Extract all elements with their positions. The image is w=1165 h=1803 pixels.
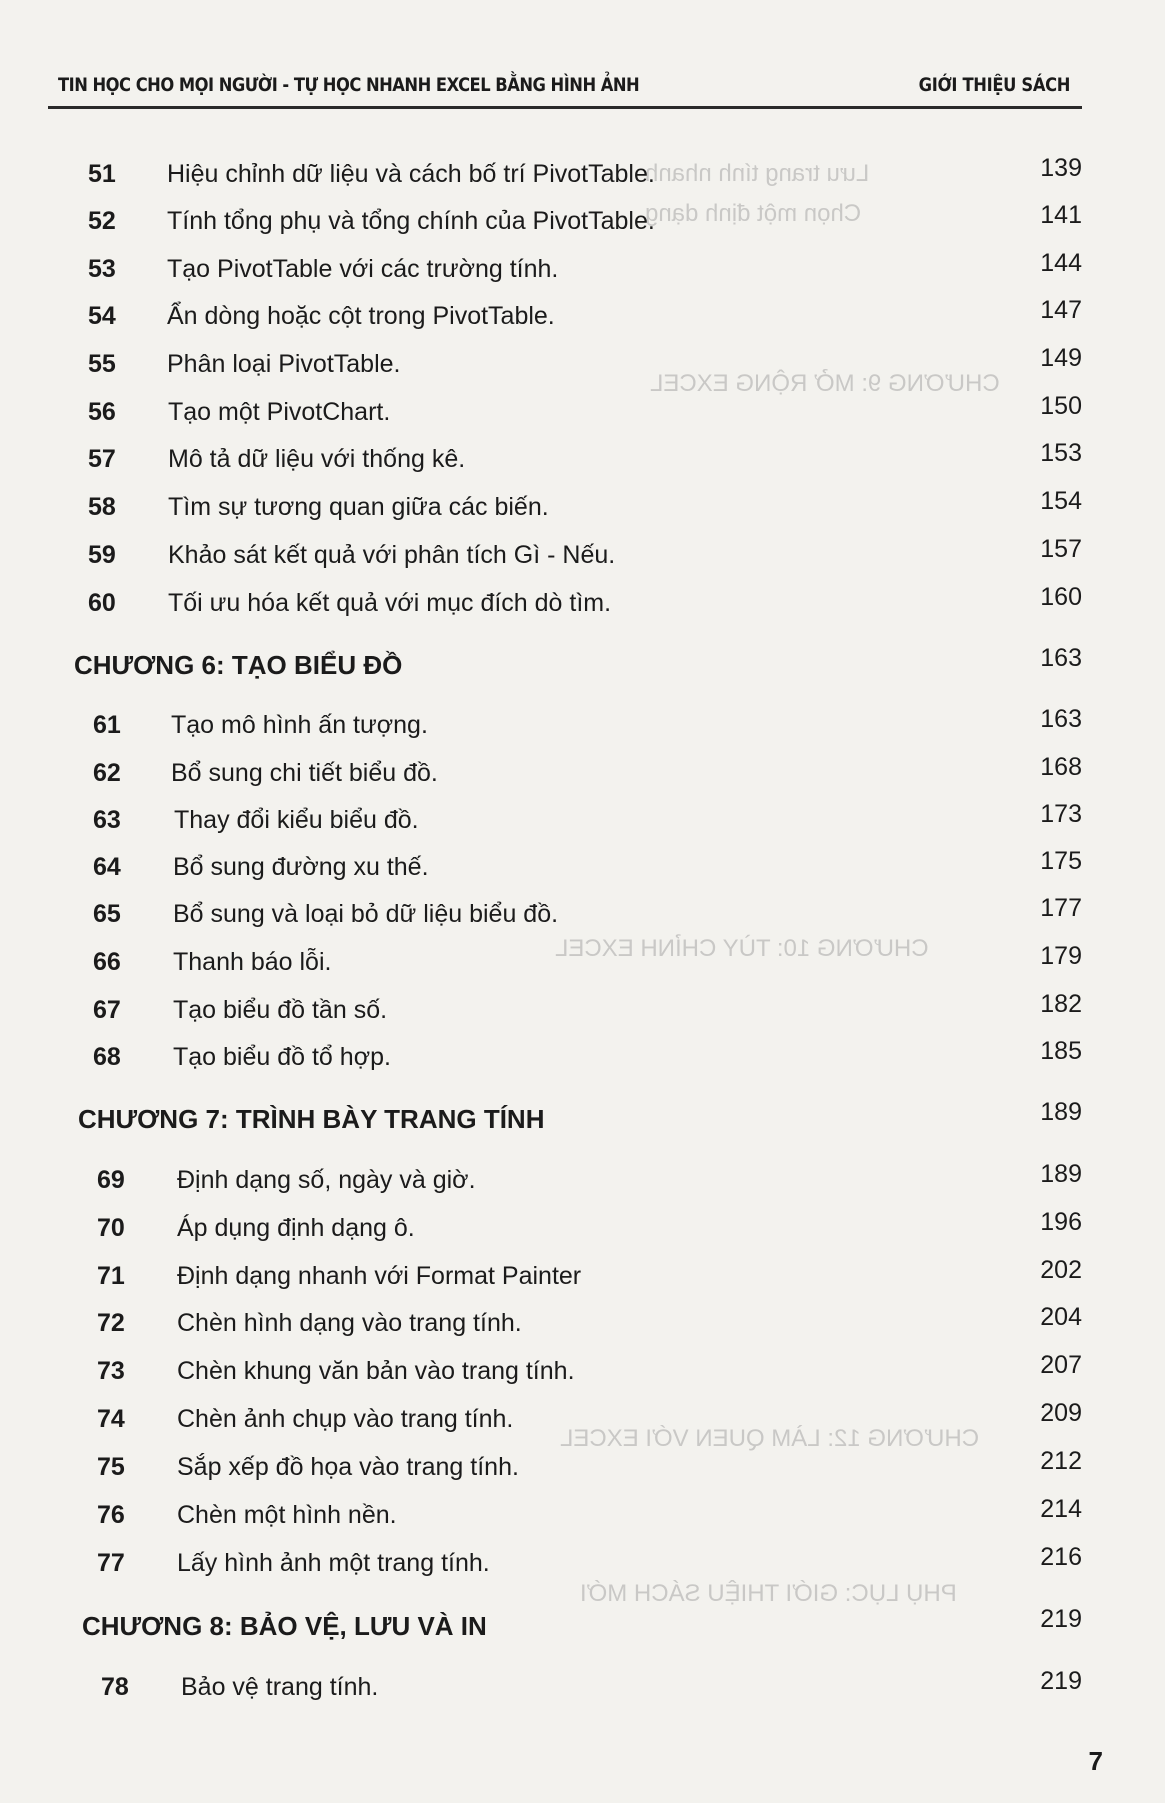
entry-title: Thay đổi kiểu biểu đồ. xyxy=(174,806,419,834)
entry-number: 73 xyxy=(97,1357,125,1385)
entry-title: Tạo PivotTable với các trường tính. xyxy=(167,255,559,283)
entry-page: 219 xyxy=(1040,1667,1082,1695)
entry-page: 212 xyxy=(1040,1447,1082,1475)
bleed-text: CHƯƠNG 12: LÀM QUEN VỚI EXCEL xyxy=(560,1425,980,1452)
toc-entry-63[interactable] xyxy=(93,800,1088,842)
entry-page: 154 xyxy=(1040,487,1082,515)
chapter-7-heading[interactable] xyxy=(78,1098,1088,1140)
entry-title: Áp dụng định dạng ô. xyxy=(177,1214,415,1242)
entry-title: Khảo sát kết quả với phân tích Gì - Nếu. xyxy=(168,541,616,569)
entry-number: 57 xyxy=(88,445,116,473)
entry-number: 62 xyxy=(93,759,121,787)
chapter-6-heading[interactable] xyxy=(74,644,1088,686)
entry-title: Chèn khung văn bản vào trang tính. xyxy=(177,1357,575,1385)
entry-number: 59 xyxy=(88,541,116,569)
toc-entry-61[interactable] xyxy=(93,705,1088,747)
entry-page: 204 xyxy=(1040,1303,1082,1331)
entry-page: 168 xyxy=(1040,753,1082,781)
entry-number: 70 xyxy=(97,1214,125,1242)
entry-number: 72 xyxy=(97,1309,125,1337)
entry-page: 182 xyxy=(1040,990,1082,1018)
entry-title: Sắp xếp đồ họa vào trang tính. xyxy=(177,1453,519,1481)
chapter-8-heading[interactable] xyxy=(82,1605,1088,1647)
entry-title: Hiệu chỉnh dữ liệu và cách bố trí PivotTable. xyxy=(167,160,655,188)
entry-title: Lấy hình ảnh một trang tính. xyxy=(177,1549,490,1577)
entry-page: 144 xyxy=(1040,249,1082,277)
entry-page: 196 xyxy=(1040,1208,1082,1236)
entry-number: 61 xyxy=(93,711,121,739)
entry-title: Thanh báo lỗi. xyxy=(173,948,332,976)
entry-title: Phân loại PivotTable. xyxy=(167,350,401,378)
toc-entry-69[interactable] xyxy=(97,1160,1088,1202)
entry-page: 139 xyxy=(1040,154,1082,182)
entry-page: 202 xyxy=(1040,1256,1082,1284)
entry-number: 56 xyxy=(88,398,116,426)
entry-page: 179 xyxy=(1040,942,1082,970)
entry-page: 163 xyxy=(1040,705,1082,733)
entry-page: 150 xyxy=(1040,392,1082,420)
entry-page: 185 xyxy=(1040,1037,1082,1065)
toc-entry-77[interactable] xyxy=(97,1543,1088,1585)
chapter-page: 189 xyxy=(1040,1098,1082,1126)
entry-page: 216 xyxy=(1040,1543,1082,1571)
toc-entry-73[interactable] xyxy=(97,1351,1088,1393)
toc-entry-64[interactable] xyxy=(93,847,1088,889)
bleed-text: Chọn một định dạng xyxy=(645,200,862,227)
entry-number: 55 xyxy=(88,350,116,378)
toc-entry-76[interactable] xyxy=(97,1495,1088,1537)
toc-entry-62[interactable] xyxy=(93,753,1088,795)
bleed-text: CHƯƠNG 9: MỞ RỘNG EXCEL xyxy=(650,370,1000,397)
toc-entry-59[interactable] xyxy=(88,535,1088,577)
entry-page: 141 xyxy=(1040,201,1082,229)
entry-page: 160 xyxy=(1040,583,1082,611)
entry-number: 60 xyxy=(88,589,116,617)
entry-title: Chèn ảnh chụp vào trang tính. xyxy=(177,1405,514,1433)
entry-page: 189 xyxy=(1040,1160,1082,1188)
entry-title: Tạo biểu đồ tần số. xyxy=(173,996,388,1024)
entry-number: 54 xyxy=(88,302,116,330)
entry-number: 66 xyxy=(93,948,121,976)
toc-entry-74[interactable] xyxy=(97,1399,1088,1441)
entry-title: Bổ sung và loại bỏ dữ liệu biểu đồ. xyxy=(173,900,559,928)
toc-entry-56[interactable] xyxy=(88,392,1088,434)
chapter-page: 163 xyxy=(1040,644,1082,672)
entry-number: 51 xyxy=(88,160,116,188)
entry-title: Định dạng nhanh với Format Painter xyxy=(177,1262,582,1290)
entry-title: Bổ sung chi tiết biểu đồ. xyxy=(171,759,438,787)
toc-entry-68[interactable] xyxy=(93,1037,1088,1079)
entry-title: Mô tả dữ liệu với thống kê. xyxy=(168,445,466,473)
toc-entry-60[interactable] xyxy=(88,583,1088,625)
book-title: TIN HỌC CHO MỌI NGƯỜI - TỰ HỌC NHANH EXCEL BẰNG HÌNH ẢNH xyxy=(58,74,640,96)
toc-entry-53[interactable] xyxy=(88,249,1088,291)
chapter-page: 219 xyxy=(1040,1605,1082,1633)
entry-page: 207 xyxy=(1040,1351,1082,1379)
chapter-title: CHƯƠNG 8: BẢO VỆ, LƯU VÀ IN xyxy=(82,1611,487,1641)
entry-title: Tối ưu hóa kết quả với mục đích dò tìm. xyxy=(168,589,612,617)
entry-title: Tính tổng phụ và tổng chính của PivotTable. xyxy=(167,207,655,235)
entry-number: 53 xyxy=(88,255,116,283)
entry-page: 147 xyxy=(1040,296,1082,324)
toc-entry-71[interactable] xyxy=(97,1256,1088,1298)
toc-entry-54[interactable] xyxy=(88,296,1088,338)
entry-number: 68 xyxy=(93,1043,121,1071)
chapter-title: CHƯƠNG 6: TẠO BIỂU ĐỒ xyxy=(74,650,403,680)
entry-title: Tìm sự tương quan giữa các biến. xyxy=(168,493,549,521)
bleed-text: PHỤ LỤC: GIỚI THIỆU SÁCH MỚI xyxy=(580,1580,957,1607)
section-title: GIỚI THIỆU SÁCH xyxy=(918,74,1070,96)
chapter-title: CHƯƠNG 7: TRÌNH BÀY TRANG TÍNH xyxy=(78,1104,545,1134)
toc-entry-67[interactable] xyxy=(93,990,1088,1032)
toc-entry-78[interactable] xyxy=(101,1667,1088,1709)
entry-title: Định dạng số, ngày và giờ. xyxy=(177,1166,476,1194)
entry-number: 65 xyxy=(93,900,121,928)
entry-page: 149 xyxy=(1040,344,1082,372)
entry-number: 67 xyxy=(93,996,121,1024)
entry-page: 175 xyxy=(1040,847,1082,875)
toc-entry-70[interactable] xyxy=(97,1208,1088,1250)
toc-entry-58[interactable] xyxy=(88,487,1088,529)
toc-entry-65[interactable] xyxy=(93,894,1088,936)
entry-title: Bổ sung đường xu thế. xyxy=(173,853,429,881)
entry-number: 69 xyxy=(97,1166,125,1194)
entry-page: 153 xyxy=(1040,439,1082,467)
bleed-text: CHƯƠNG 10: TÙY CHỈNH EXCEL xyxy=(555,935,929,962)
toc-entry-75[interactable] xyxy=(97,1447,1088,1489)
entry-number: 71 xyxy=(97,1262,125,1290)
entry-number: 77 xyxy=(97,1549,125,1577)
toc-entry-55[interactable] xyxy=(88,344,1088,386)
entry-number: 63 xyxy=(93,806,121,834)
page-number: 7 xyxy=(1088,1746,1103,1776)
entry-page: 214 xyxy=(1040,1495,1082,1523)
entry-number: 52 xyxy=(88,207,116,235)
entry-title: Ẩn dòng hoặc cột trong PivotTable. xyxy=(167,302,555,330)
bleed-text: Lưu trang tính nhanh xyxy=(645,160,870,187)
entry-number: 78 xyxy=(101,1673,129,1701)
entry-page: 209 xyxy=(1040,1399,1082,1427)
entry-page: 177 xyxy=(1040,894,1082,922)
entry-title: Tạo một PivotChart. xyxy=(168,398,391,426)
entry-page: 157 xyxy=(1040,535,1082,563)
toc-entry-66[interactable] xyxy=(93,942,1088,984)
entry-title: Tạo mô hình ấn tượng. xyxy=(171,711,428,739)
entry-title: Tạo biểu đồ tổ hợp. xyxy=(173,1043,391,1071)
entry-title: Chèn hình dạng vào trang tính. xyxy=(177,1309,522,1337)
toc-entry-51[interactable] xyxy=(88,154,1088,196)
entry-number: 64 xyxy=(93,853,121,881)
entry-title: Bảo vệ trang tính. xyxy=(181,1673,379,1701)
entry-number: 58 xyxy=(88,493,116,521)
entry-number: 75 xyxy=(97,1453,125,1481)
entry-number: 74 xyxy=(97,1405,125,1433)
entry-page: 173 xyxy=(1040,800,1082,828)
entry-number: 76 xyxy=(97,1501,125,1529)
toc-entry-72[interactable] xyxy=(97,1303,1088,1345)
entry-title: Chèn một hình nền. xyxy=(177,1501,397,1529)
toc-entry-57[interactable] xyxy=(88,439,1088,481)
toc-entry-52[interactable] xyxy=(88,201,1088,243)
